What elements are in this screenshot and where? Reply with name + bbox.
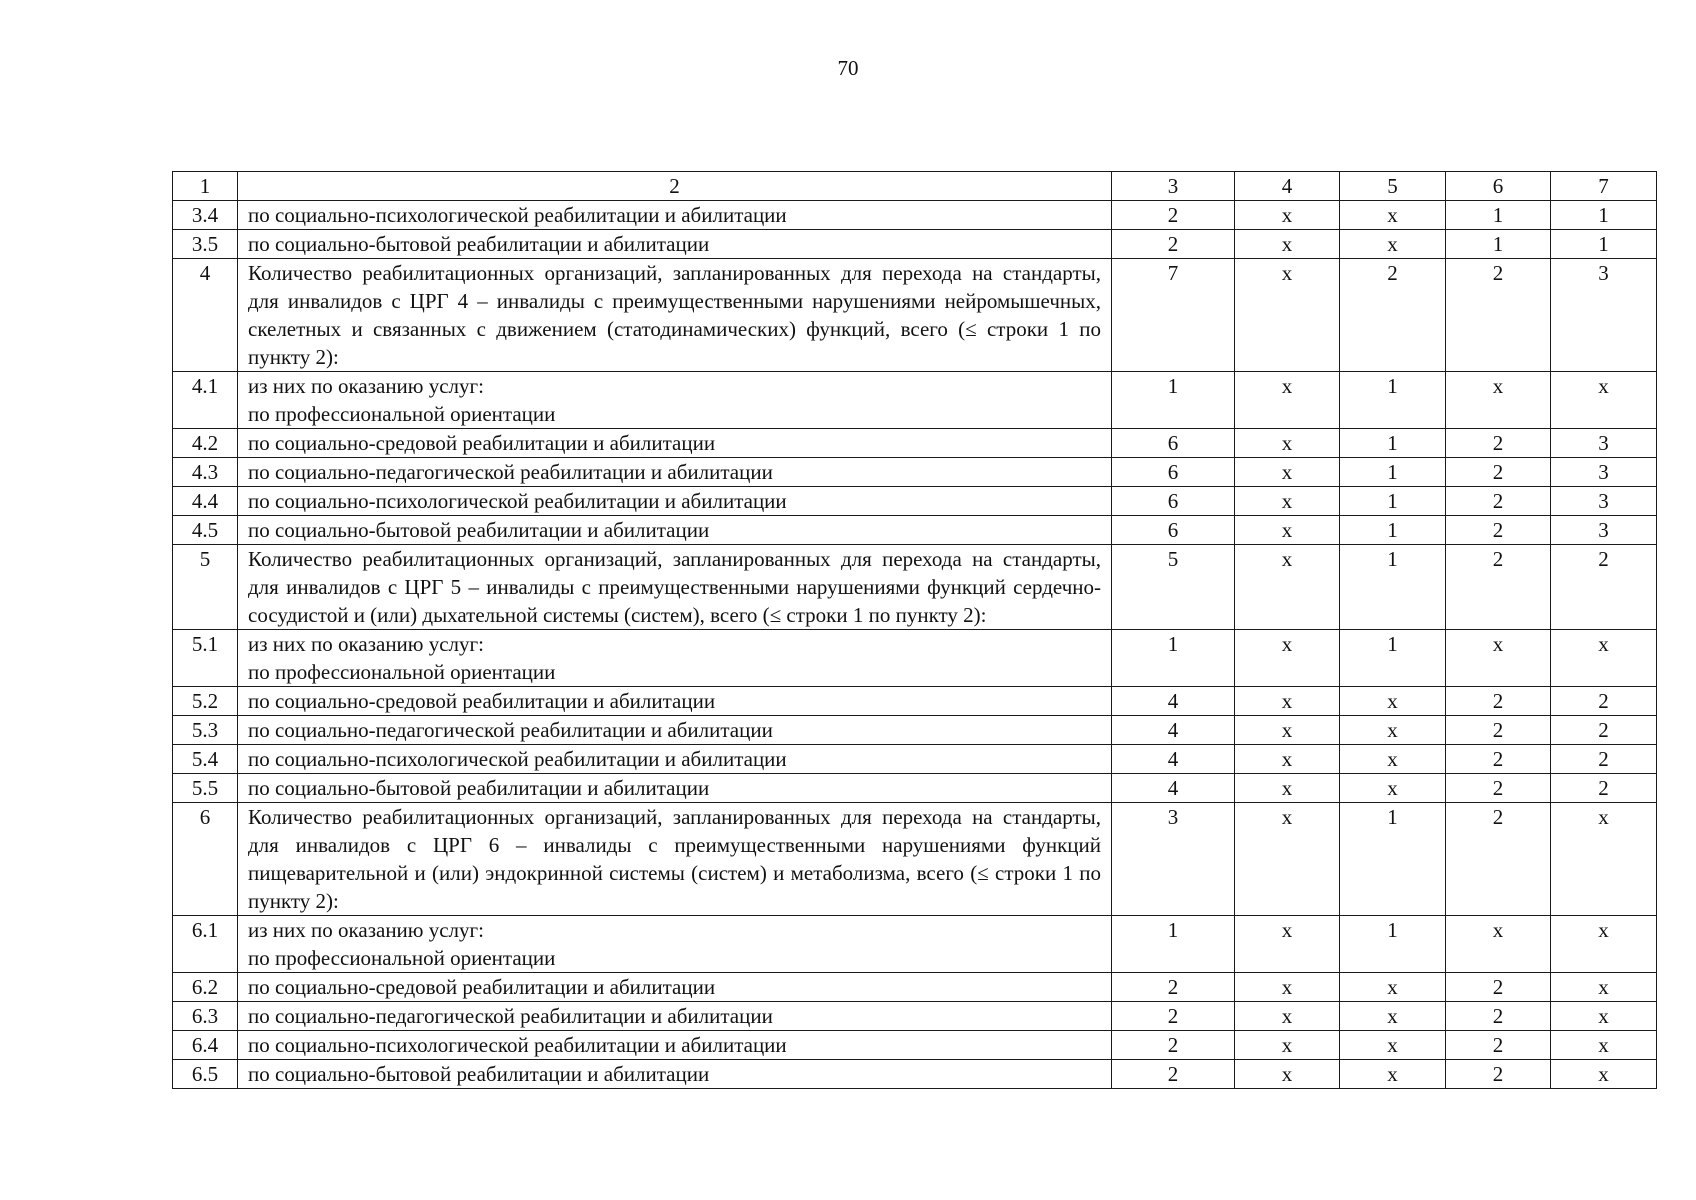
row-number-cell: 5.3 (173, 716, 238, 745)
header-cell: 6 (1446, 172, 1551, 201)
col5-cell: x (1340, 973, 1446, 1002)
col5-cell: 1 (1340, 458, 1446, 487)
table-row (173, 545, 1657, 630)
col4-cell: x (1235, 429, 1340, 458)
col6-cell: 1 (1446, 230, 1551, 259)
col6-cell: x (1446, 916, 1551, 973)
col5-cell: x (1340, 1031, 1446, 1060)
col5-cell: x (1340, 716, 1446, 745)
row-number-cell: 6.4 (173, 1031, 238, 1060)
col3-cell: 6 (1112, 429, 1235, 458)
col4-cell: x (1235, 1031, 1340, 1060)
row-number-cell: 3.5 (173, 230, 238, 259)
col7-cell: 3 (1551, 429, 1657, 458)
col4-cell: x (1235, 372, 1340, 429)
col7-cell: 2 (1551, 687, 1657, 716)
row-text-cell: по социально-бытовой реабилитации и абилитации (238, 1060, 1112, 1089)
col3-cell: 1 (1112, 372, 1235, 429)
row-number-cell: 4.4 (173, 487, 238, 516)
col7-cell: 3 (1551, 259, 1657, 372)
row-number-cell: 6.3 (173, 1002, 238, 1031)
col7-cell: x (1551, 1002, 1657, 1031)
col5-cell: x (1340, 1060, 1446, 1089)
table-row (173, 687, 1657, 716)
table-row (173, 745, 1657, 774)
header-row (173, 172, 1657, 201)
col6-cell: 2 (1446, 803, 1551, 916)
table-row (173, 630, 1657, 687)
table-row (173, 201, 1657, 230)
col4-cell: x (1235, 973, 1340, 1002)
col4-cell: x (1235, 716, 1340, 745)
row-number-cell: 4.1 (173, 372, 238, 429)
row-text-cell: по социально-бытовой реабилитации и абилитации (238, 774, 1112, 803)
col3-cell: 1 (1112, 916, 1235, 973)
col7-cell: 1 (1551, 230, 1657, 259)
col4-cell: x (1235, 1002, 1340, 1031)
table-row (173, 230, 1657, 259)
row-text-cell: по социально-средовой реабилитации и абилитации (238, 973, 1112, 1002)
col7-cell: x (1551, 630, 1657, 687)
col5-cell: x (1340, 1002, 1446, 1031)
col6-cell: 2 (1446, 716, 1551, 745)
col5-cell: 1 (1340, 487, 1446, 516)
col7-cell: x (1551, 372, 1657, 429)
row-text-cell: по социально-средовой реабилитации и абилитации (238, 687, 1112, 716)
col5-cell: 1 (1340, 372, 1446, 429)
col4-cell: x (1235, 1060, 1340, 1089)
row-text-cell: из них по оказанию услуг: по профессиональной ориентации (238, 916, 1112, 973)
row-text-cell: Количество реабилитационных организаций, запланированных для перехода на стандарты, для инвалидов с ЦРГ 4 – инвалиды с преимущественными нарушениями нейромышечных, скелетных и связанных с движением (статодинамических) функций, всего (≤ строки 1 по пункту 2): (238, 259, 1112, 372)
col5-cell: 1 (1340, 516, 1446, 545)
row-text-cell: по социально-бытовой реабилитации и абилитации (238, 516, 1112, 545)
col3-cell: 2 (1112, 201, 1235, 230)
col6-cell: 2 (1446, 1060, 1551, 1089)
row-number-cell: 6.5 (173, 1060, 238, 1089)
row-text-cell: Количество реабилитационных организаций, запланированных для перехода на стандарты, для инвалидов с ЦРГ 5 – инвалиды с преимущественными нарушениями функций сердечно-сосудистой и (или) дыхательной системы (систем), всего (≤ строки 1 по пункту 2): (238, 545, 1112, 630)
row-number-cell: 4.2 (173, 429, 238, 458)
header-cell: 5 (1340, 172, 1446, 201)
col7-cell: 1 (1551, 201, 1657, 230)
table-row (173, 1060, 1657, 1089)
col6-cell: 2 (1446, 774, 1551, 803)
row-text-cell: по социально-бытовой реабилитации и абилитации (238, 230, 1112, 259)
col3-cell: 5 (1112, 545, 1235, 630)
header-cell: 4 (1235, 172, 1340, 201)
table-row (173, 372, 1657, 429)
col5-cell: x (1340, 745, 1446, 774)
col4-cell: x (1235, 259, 1340, 372)
col3-cell: 6 (1112, 487, 1235, 516)
col3-cell: 2 (1112, 973, 1235, 1002)
row-number-cell: 5.1 (173, 630, 238, 687)
table-row (173, 716, 1657, 745)
col7-cell: 2 (1551, 545, 1657, 630)
col6-cell: 1 (1446, 201, 1551, 230)
col6-cell: 2 (1446, 1031, 1551, 1060)
row-text-cell: Количество реабилитационных организаций, запланированных для перехода на стандарты, для инвалидов с ЦРГ 6 – инвалиды с преимущественными нарушениями функций пищеварительной и (или) эндокринной системы (систем) и метаболизма, всего (≤ строки 1 по пункту 2): (238, 803, 1112, 916)
col6-cell: 2 (1446, 687, 1551, 716)
row-text-cell: по социально-средовой реабилитации и абилитации (238, 429, 1112, 458)
col5-cell: x (1340, 230, 1446, 259)
col7-cell: 2 (1551, 774, 1657, 803)
col7-cell: 2 (1551, 745, 1657, 774)
col6-cell: 2 (1446, 1002, 1551, 1031)
col3-cell: 6 (1112, 458, 1235, 487)
col4-cell: x (1235, 487, 1340, 516)
table-row (173, 516, 1657, 545)
row-number-cell: 5.4 (173, 745, 238, 774)
row-text-cell: по социально-психологической реабилитации и абилитации (238, 487, 1112, 516)
header-cell: 2 (238, 172, 1112, 201)
row-number-cell: 4.3 (173, 458, 238, 487)
col6-cell: 2 (1446, 516, 1551, 545)
col3-cell: 2 (1112, 1002, 1235, 1031)
row-text-cell: по социально-педагогической реабилитации и абилитации (238, 458, 1112, 487)
table-row (173, 803, 1657, 916)
col4-cell: x (1235, 745, 1340, 774)
col7-cell: x (1551, 973, 1657, 1002)
col7-cell: x (1551, 1060, 1657, 1089)
col7-cell: 2 (1551, 716, 1657, 745)
table-row (173, 973, 1657, 1002)
row-number-cell: 6.2 (173, 973, 238, 1002)
table-row (173, 1031, 1657, 1060)
col6-cell: 2 (1446, 973, 1551, 1002)
col5-cell: x (1340, 687, 1446, 716)
table-body (173, 172, 1657, 1089)
col4-cell: x (1235, 916, 1340, 973)
col3-cell: 3 (1112, 803, 1235, 916)
table-row (173, 774, 1657, 803)
row-number-cell: 3.4 (173, 201, 238, 230)
row-text-cell: из них по оказанию услуг: по профессиональной ориентации (238, 372, 1112, 429)
col4-cell: x (1235, 630, 1340, 687)
col3-cell: 2 (1112, 230, 1235, 259)
col4-cell: x (1235, 545, 1340, 630)
col3-cell: 4 (1112, 745, 1235, 774)
table-row (173, 259, 1657, 372)
col5-cell: 1 (1340, 916, 1446, 973)
col7-cell: 3 (1551, 516, 1657, 545)
table-row (173, 1002, 1657, 1031)
col6-cell: 2 (1446, 487, 1551, 516)
col7-cell: x (1551, 916, 1657, 973)
col7-cell: x (1551, 803, 1657, 916)
row-text-cell: по социально-психологической реабилитации и абилитации (238, 201, 1112, 230)
row-text-cell: по социально-педагогической реабилитации и абилитации (238, 1002, 1112, 1031)
col3-cell: 2 (1112, 1060, 1235, 1089)
col6-cell: 2 (1446, 745, 1551, 774)
row-number-cell: 6 (173, 803, 238, 916)
row-number-cell: 6.1 (173, 916, 238, 973)
col5-cell: x (1340, 774, 1446, 803)
col7-cell: 3 (1551, 487, 1657, 516)
col4-cell: x (1235, 230, 1340, 259)
row-text-cell: из них по оказанию услуг: по профессиональной ориентации (238, 630, 1112, 687)
col6-cell: 2 (1446, 429, 1551, 458)
col6-cell: 2 (1446, 458, 1551, 487)
col4-cell: x (1235, 803, 1340, 916)
row-number-cell: 4 (173, 259, 238, 372)
col5-cell: 2 (1340, 259, 1446, 372)
col7-cell: x (1551, 1031, 1657, 1060)
row-text-cell: по социально-психологической реабилитации и абилитации (238, 1031, 1112, 1060)
col3-cell: 2 (1112, 1031, 1235, 1060)
col4-cell: x (1235, 687, 1340, 716)
col6-cell: 2 (1446, 259, 1551, 372)
col5-cell: 1 (1340, 429, 1446, 458)
col3-cell: 4 (1112, 774, 1235, 803)
col6-cell: 2 (1446, 545, 1551, 630)
col4-cell: x (1235, 516, 1340, 545)
col5-cell: 1 (1340, 545, 1446, 630)
header-cell: 7 (1551, 172, 1657, 201)
row-text-cell: по социально-психологической реабилитации и абилитации (238, 745, 1112, 774)
col3-cell: 4 (1112, 716, 1235, 745)
col7-cell: 3 (1551, 458, 1657, 487)
table-row (173, 487, 1657, 516)
col3-cell: 6 (1112, 516, 1235, 545)
header-cell: 3 (1112, 172, 1235, 201)
col3-cell: 1 (1112, 630, 1235, 687)
table-row (173, 458, 1657, 487)
col4-cell: x (1235, 201, 1340, 230)
data-table (172, 171, 1657, 1089)
header-cell: 1 (173, 172, 238, 201)
page-number: 70 (837, 56, 859, 80)
col3-cell: 7 (1112, 259, 1235, 372)
row-number-cell: 5.5 (173, 774, 238, 803)
row-number-cell: 5 (173, 545, 238, 630)
row-number-cell: 5.2 (173, 687, 238, 716)
col6-cell: x (1446, 372, 1551, 429)
col3-cell: 4 (1112, 687, 1235, 716)
row-number-cell: 4.5 (173, 516, 238, 545)
table-row (173, 429, 1657, 458)
table-row (173, 916, 1657, 973)
col5-cell: 1 (1340, 630, 1446, 687)
col5-cell: x (1340, 201, 1446, 230)
row-text-cell: по социально-педагогической реабилитации и абилитации (238, 716, 1112, 745)
col4-cell: x (1235, 458, 1340, 487)
col4-cell: x (1235, 774, 1340, 803)
col5-cell: 1 (1340, 803, 1446, 916)
col6-cell: x (1446, 630, 1551, 687)
